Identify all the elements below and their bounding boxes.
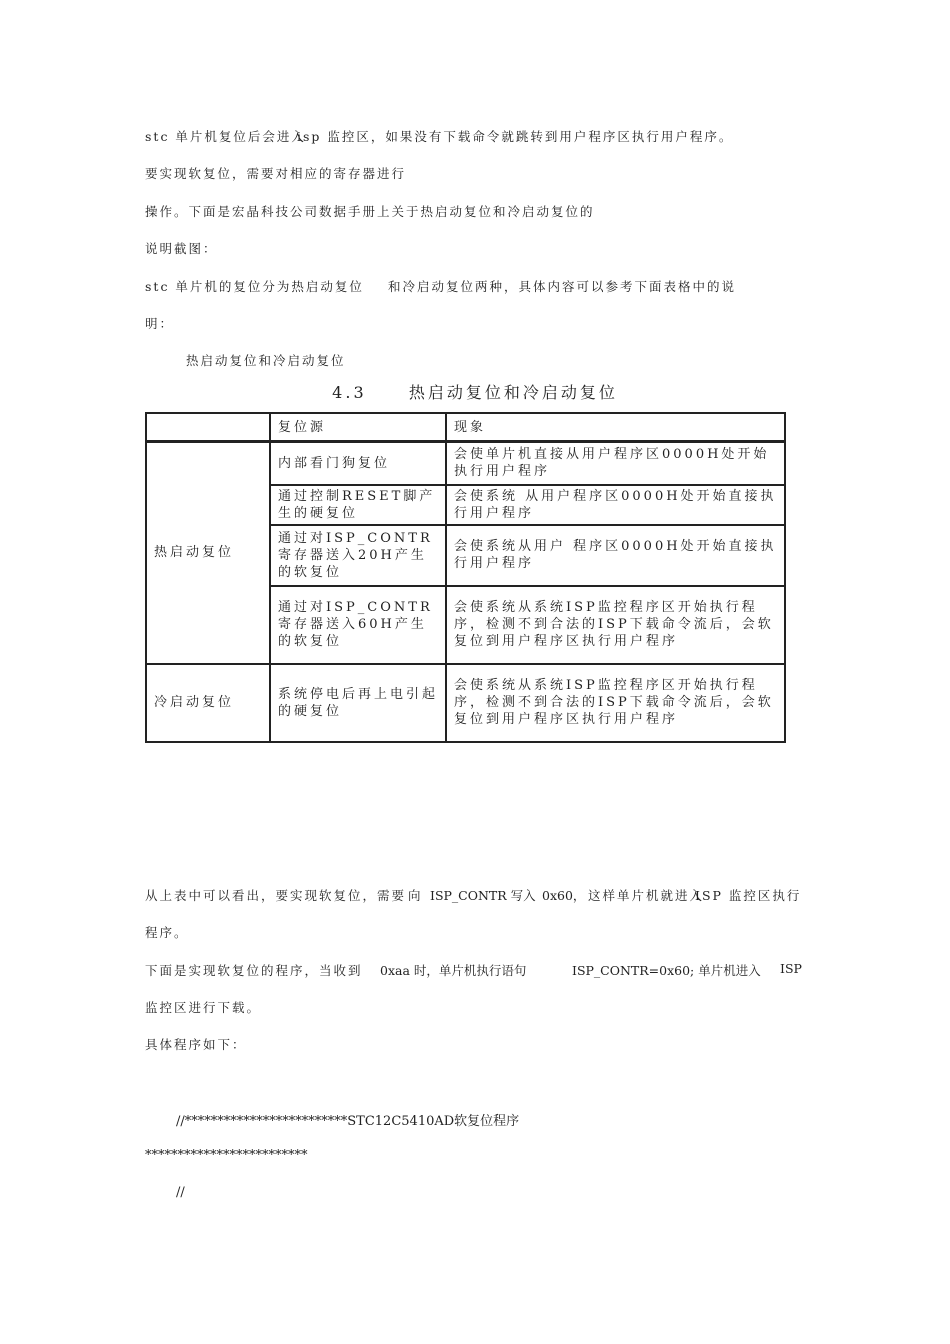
group-label-cell: 热启动复位 [146,442,270,664]
source-cell: 系统停电后再上电引起的硬复位 [270,664,446,742]
text-line: 监控区进行下载。 [145,1000,262,1015]
table-header-cell: 现象 [446,413,785,442]
text-line: 0xaa 时，单片机执行语句 [380,963,527,978]
effect-cell: 会使系统 从用户程序区0000H处开始直接执行用户程序 [446,485,785,525]
text-line: stc 单片机的复位分为热启动复位 [145,279,364,294]
effect-cell: 会使系统从系统ISP监控程序区开始执行程序，检测不到合法的ISP下载命令流后，会软复位到用户程序区执行用户程序 [446,586,785,664]
code-line: ************************* [145,1148,308,1163]
effect-cell: 会使系统从用户 程序区0000H处开始直接执行用户程序 [446,525,785,586]
text-line: ISP 监控区执行 [695,888,802,903]
text-line: 说明截图： [145,241,218,256]
source-cell: 通过对ISP_CONTR寄存器送入20H产生的软复位 [270,525,446,586]
table-caption-title: 热启动复位和冷启动复位 [408,383,618,402]
text-line: 程序。 [145,925,189,940]
text-line: stc 单片机复位后会进入 [145,129,306,144]
text-line: 热启动复位和冷启动复位 [186,353,346,368]
text-line: ISP [780,961,802,976]
table-row [146,442,785,485]
text-line: 明： [145,316,175,331]
effect-cell: 会使系统从系统ISP监控程序区开始执行程序，检测不到合法的ISP下载命令流后，会软复位到用户程序区执行用户程序 [446,664,785,742]
text-line: 下面是实现软复位的程序，当收到 [145,963,363,978]
text-line: 这样单片机就进入 [588,888,705,903]
text-line: ISP_CONTR 写入 [430,888,536,903]
text-line: 要实现软复位，需要对相应的寄存器进行 [145,166,407,181]
table-header-cell [146,413,270,442]
table-caption-number: 4.3 [332,383,367,402]
text-line: isp 监控区，如果没有下载命令就跳转到用户程序区执行用户程序。 [297,129,734,144]
source-cell: 通过控制RESET脚产生的硬复位 [270,485,446,525]
table-caption [0,380,950,403]
group-label-cell: 冷启动复位 [146,664,270,742]
text-line: ISP_CONTR=0x60; 单片机进入 [572,963,761,978]
text-line: 和冷启动复位两种，具体内容可以参考下面表格中的说 [388,279,737,294]
reset-table [145,412,786,743]
effect-cell: 会使单片机直接从用户程序区0000H处开始执行用户程序 [446,442,785,485]
source-cell: 内部看门狗复位 [270,442,446,485]
text-line: 0x60， [542,888,586,903]
text-line: 向 [408,888,423,903]
text-line: 从上表中可以看出，要实现软复位，需要 [145,888,407,903]
table-row [146,664,785,742]
table-header-row [146,413,785,442]
text-line: 操作。下面是宏晶科技公司数据手册上关于热启动复位和冷启动复位的 [145,204,595,219]
code-line: // [176,1185,185,1200]
table-header-cell: 复位源 [270,413,446,442]
source-cell: 通过对ISP_CONTR寄存器送入60H产生的软复位 [270,586,446,664]
code-line: //*************************STC12C5410AD软复位程序 [176,1114,520,1129]
text-line: 具体程序如下： [145,1037,247,1052]
